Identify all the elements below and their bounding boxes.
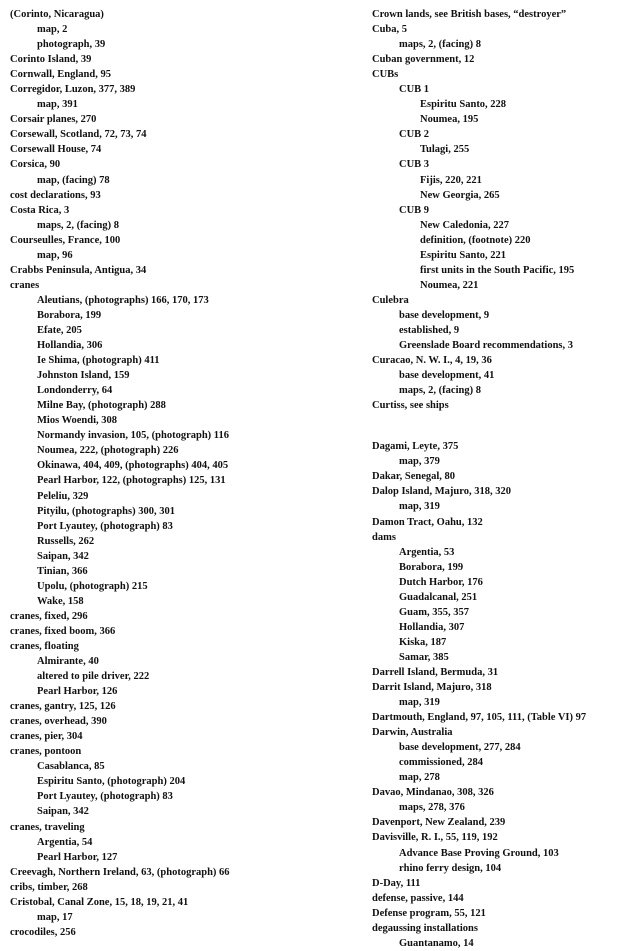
index-subentry: map, 2	[37, 24, 68, 36]
index-entry: cranes, pier, 304	[10, 731, 83, 743]
index-entry: Corinto Island, 39	[10, 54, 92, 66]
index-subentry: Efate, 205	[37, 324, 82, 336]
index-entry: Cuba, 5	[372, 24, 408, 36]
index-subentry: Espiritu Santo, 228	[420, 99, 507, 111]
index-subentry: CUB 2	[399, 129, 430, 141]
index-entry: Cuban government, 12	[372, 54, 475, 66]
index-subentry: base development, 9	[399, 309, 490, 321]
index-subentry: Advance Base Proving Ground, 103	[399, 847, 559, 859]
index-entry: cranes, gantry, 125, 126	[10, 701, 116, 713]
index-subentry: commissioned, 284	[399, 757, 483, 769]
index-entry: Creevagh, Northern Ireland, 63, (photograph) 66	[10, 866, 230, 878]
index-entry: Corsica, 90	[10, 159, 61, 171]
index-subentry: map, 96	[37, 249, 73, 261]
index-subentry: Almirante, 40	[37, 656, 99, 668]
index-entry: cribs, timber, 268	[10, 881, 88, 893]
index-entry: crocodiles, 256	[10, 926, 76, 938]
index-entry: cost declarations, 93	[10, 189, 101, 201]
index-entry: degaussing installations	[372, 922, 478, 934]
index-subentry: CUB 1	[399, 84, 430, 96]
index-entry: Dartmouth, England, 97, 105, 111, (Table VI) 97	[372, 712, 587, 724]
index-entry: Curtiss, see ships	[372, 400, 449, 412]
index-subentry: Greenslade Board recommendations, 3	[399, 340, 574, 352]
index-subentry: Upolu, (photograph) 215	[37, 580, 148, 592]
index-subentry: established, 9	[399, 324, 460, 336]
index-entry: cranes, traveling	[10, 821, 85, 833]
index-subentry: map, 278	[399, 772, 440, 784]
index-entry: Dagami, Leyte, 375	[372, 441, 459, 453]
index-subentry: Port Lyautey, (photograph) 83	[37, 791, 173, 803]
index-subentry: Saipan, 342	[37, 806, 89, 818]
index-subentry: Fijis, 220, 221	[420, 174, 482, 186]
index-subentry: Hollandia, 307	[399, 621, 465, 633]
index-entry: Darwin, Australia	[372, 727, 453, 739]
index-subentry: Aleutians, (photographs) 166, 170, 173	[37, 294, 209, 306]
index-subentry: Pearl Harbor, 127	[37, 851, 118, 863]
index-entry: Culebra	[372, 294, 409, 306]
index-entry: Dalop Island, Majuro, 318, 320	[372, 486, 511, 498]
index-entry: D-Day, 111	[372, 877, 421, 889]
index-subentry: maps, 2, (facing) 8	[399, 39, 481, 51]
index-subentry: Argentia, 54	[37, 836, 93, 848]
index-subentry: Okinawa, 404, 409, (photographs) 404, 405	[37, 460, 229, 472]
index-subentry: base development, 277, 284	[399, 742, 521, 754]
index-subentry: Guantanamo, 14	[399, 937, 474, 949]
index-column-right	[372, 7, 638, 951]
index-subentry: Espiritu Santo, 221	[420, 249, 507, 261]
index-subentry: base development, 41	[399, 370, 495, 382]
index-subentry: maps, 2, (facing) 8	[399, 385, 481, 397]
index-entry: Darrit Island, Majuro, 318	[372, 682, 492, 694]
index-entry: Crown lands, see British bases, “destroyer”	[372, 9, 567, 20]
index-entry: Corregidor, Luzon, 377, 389	[10, 84, 136, 96]
index-entry: defense, passive, 144	[372, 892, 464, 904]
index-section-d	[372, 439, 638, 951]
index-entry: Corsewall, Scotland, 72, 73, 74	[10, 129, 147, 141]
section-gap	[372, 413, 638, 439]
index-subentry: Ie Shima, (photograph) 411	[37, 355, 160, 367]
index-entry: cranes, overhead, 390	[10, 716, 107, 728]
index-entry: Damon Tract, Oahu, 132	[372, 516, 483, 528]
index-entry: Davao, Mindanao, 308, 326	[372, 787, 494, 799]
index-entry: Cristobal, Canal Zone, 15, 18, 19, 21, 41	[10, 896, 189, 908]
index-subentry: Pearl Harbor, 122, (photographs) 125, 131	[37, 475, 226, 487]
index-subentry: Pityilu, (photographs) 300, 301	[37, 505, 175, 517]
index-entry: (Corinto, Nicaragua)	[10, 9, 104, 20]
index-entry: Courseulles, France, 100	[10, 234, 121, 246]
index-section-c	[372, 7, 638, 413]
index-subentry: map, (facing) 78	[37, 174, 110, 186]
index-subentry: maps, 2, (facing) 8	[37, 219, 119, 231]
index-entry: cranes, pontoon	[10, 746, 82, 758]
index-subentry: rhino ferry design, 104	[399, 862, 502, 874]
index-entry: Corsair planes, 270	[10, 114, 97, 126]
index-entry: Defense program, 55, 121	[372, 907, 486, 919]
index-subentry: Noumea, 195	[420, 114, 479, 126]
index-entry: dams	[372, 531, 396, 543]
index-subentry: Milne Bay, (photograph) 288	[37, 400, 166, 412]
index-subentry: altered to pile driver, 222	[37, 671, 150, 683]
index-entry: Crabbs Peninsula, Antigua, 34	[10, 264, 147, 276]
index-column-left	[10, 7, 340, 940]
index-subentry: CUB 3	[399, 159, 430, 171]
index-subentry: photograph, 39	[37, 39, 106, 51]
index-subentry: Kiska, 187	[399, 636, 447, 648]
index-subentry: New Georgia, 265	[420, 189, 500, 201]
index-entry: Costa Rica, 3	[10, 204, 70, 216]
index-subentry: Londonderry, 64	[37, 385, 113, 397]
index-subentry: New Caledonia, 227	[420, 219, 509, 231]
index-entry: Curacao, N. W. I., 4, 19, 36	[372, 355, 492, 367]
index-subentry: map, 319	[399, 697, 440, 709]
index-subentry: Guadalcanal, 251	[399, 591, 478, 603]
index-subentry: Russells, 262	[37, 535, 95, 547]
index-subentry: Dutch Harbor, 176	[399, 576, 483, 588]
index-subentry: Borabora, 199	[399, 561, 464, 573]
index-subentry: Espiritu Santo, (photograph) 204	[37, 776, 186, 788]
index-entry: CUBs	[372, 69, 399, 81]
index-subentry: CUB 9	[399, 204, 430, 216]
index-entry: Darrell Island, Bermuda, 31	[372, 666, 499, 678]
index-entry: Corsewall House, 74	[10, 144, 102, 156]
index-entry: cranes, fixed, 296	[10, 610, 88, 622]
index-subentry: first units in the South Pacific, 195	[420, 264, 575, 276]
index-subentry: Tulagi, 255	[420, 144, 470, 156]
index-subentry: Guam, 355, 357	[399, 606, 470, 618]
index-subentry: Tinian, 366	[37, 565, 88, 577]
index-subentry: Mios Woendi, 308	[37, 415, 118, 427]
index-subentry: Samar, 385	[399, 651, 449, 663]
index-subentry: Noumea, 221	[420, 279, 479, 291]
index-subentry: map, 391	[37, 99, 78, 111]
index-subentry: definition, (footnote) 220	[420, 234, 531, 246]
index-subentry: Pearl Harbor, 126	[37, 686, 118, 698]
index-subentry: Borabora, 199	[37, 309, 102, 321]
index-subentry: map, 319	[399, 501, 440, 513]
index-entry: cranes	[10, 279, 40, 291]
index-subentry: Wake, 158	[37, 595, 84, 607]
index-entry: cranes, floating	[10, 640, 79, 652]
index-subentry: Argentia, 53	[399, 546, 455, 558]
index-subentry: Casablanca, 85	[37, 761, 105, 773]
index-subentry: Peleliu, 329	[37, 490, 89, 502]
index-entry: Davenport, New Zealand, 239	[372, 817, 506, 829]
index-subentry: Normandy invasion, 105, (photograph) 116	[37, 430, 229, 442]
index-entry: Cornwall, England, 95	[10, 69, 111, 81]
index-subentry: Johnston Island, 159	[37, 370, 130, 382]
index-subentry: Noumea, 222, (photograph) 226	[37, 445, 179, 457]
index-subentry: Hollandia, 306	[37, 340, 103, 352]
index-subentry: map, 17	[37, 911, 73, 923]
index-subentry: Saipan, 342	[37, 550, 89, 562]
index-subentry: Port Lyautey, (photograph) 83	[37, 520, 173, 532]
index-subentry: maps, 278, 376	[399, 802, 465, 814]
index-entry: Dakar, Senegal, 80	[372, 471, 456, 483]
index-entry: Davisville, R. I., 55, 119, 192	[372, 832, 498, 844]
index-entry: cranes, fixed boom, 366	[10, 625, 116, 637]
index-subentry: map, 379	[399, 456, 440, 468]
